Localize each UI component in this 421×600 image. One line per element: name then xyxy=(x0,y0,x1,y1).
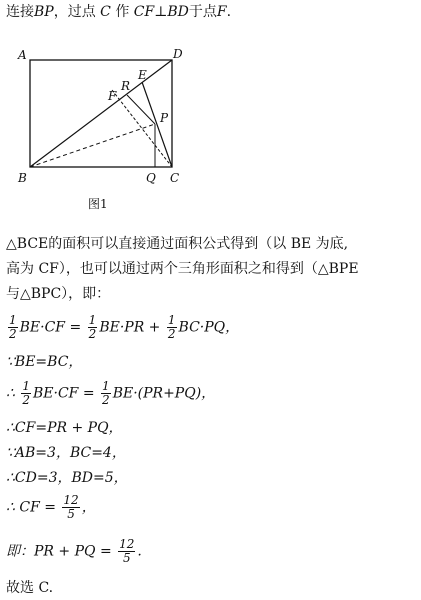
fraction-twelve-fifths: $\frac{12}{5}$ xyxy=(119,537,135,565)
because-be-bc: ∵BE=BC， xyxy=(6,354,83,370)
label-f: F xyxy=(108,89,117,103)
segment-pr xyxy=(127,95,155,124)
explanation-line-1: △BCE的面积可以直接通过面积公式得到（以 BE 为底, xyxy=(6,236,349,252)
fraction-half: $\frac{1}{2}$ xyxy=(22,379,31,407)
explanation-line-3: 与△BPC），即： xyxy=(6,286,111,302)
label-q: Q xyxy=(146,171,156,185)
label-r: R xyxy=(121,79,131,93)
equation-factored: ∴ $\frac{1}{2}$ BE·CF = $\frac{1}{2}$ BE·(PR+PQ)， xyxy=(6,379,216,407)
answer-line: 故选 C. xyxy=(6,580,54,596)
segment-bp xyxy=(30,124,155,167)
fraction-half: $\frac{1}{2}$ xyxy=(167,313,176,341)
therefore-cf-sum: ∴CF=PR + PQ， xyxy=(6,420,123,436)
cf-value: ∴ CF = $\frac{12}{5}$ ， xyxy=(6,493,96,521)
label-p: P xyxy=(160,111,169,125)
label-a: A xyxy=(18,48,27,62)
diagonal-bd xyxy=(30,60,172,167)
fraction-half: $\frac{1}{2}$ xyxy=(9,313,17,341)
geometry-figure xyxy=(10,40,200,215)
figure-caption: 图1 xyxy=(88,197,108,211)
equation-area-sum: $\frac{1}{2}$ BE·CF = $\frac{1}{2}$ BE·PR + $\frac{1}{2}$ BC·PQ， xyxy=(9,313,240,341)
intro-line: 连接BP，过点 C 作 CF⊥BD于点F. xyxy=(6,4,232,20)
label-d: D xyxy=(173,47,183,61)
therefore-cd-bd: ∴CD=3，BD=5， xyxy=(6,470,128,486)
label-c: C xyxy=(170,171,180,185)
explanation-line-2: 高为 CF），也可以通过两个三角形面积之和得到（△BPE xyxy=(6,261,359,277)
because-ab-bc: ∵AB=3，BC=4， xyxy=(6,445,126,461)
fraction-twelve-fifths: $\frac{12}{5}$ xyxy=(63,493,79,521)
label-b: B xyxy=(18,171,27,185)
result-line: 即：PR + PQ = $\frac{12}{5}$ . xyxy=(6,537,142,565)
label-e: E xyxy=(138,68,147,82)
segment-cf xyxy=(112,90,172,167)
fraction-half: $\frac{1}{2}$ xyxy=(102,379,110,407)
fraction-half: $\frac{1}{2}$ xyxy=(88,313,97,341)
